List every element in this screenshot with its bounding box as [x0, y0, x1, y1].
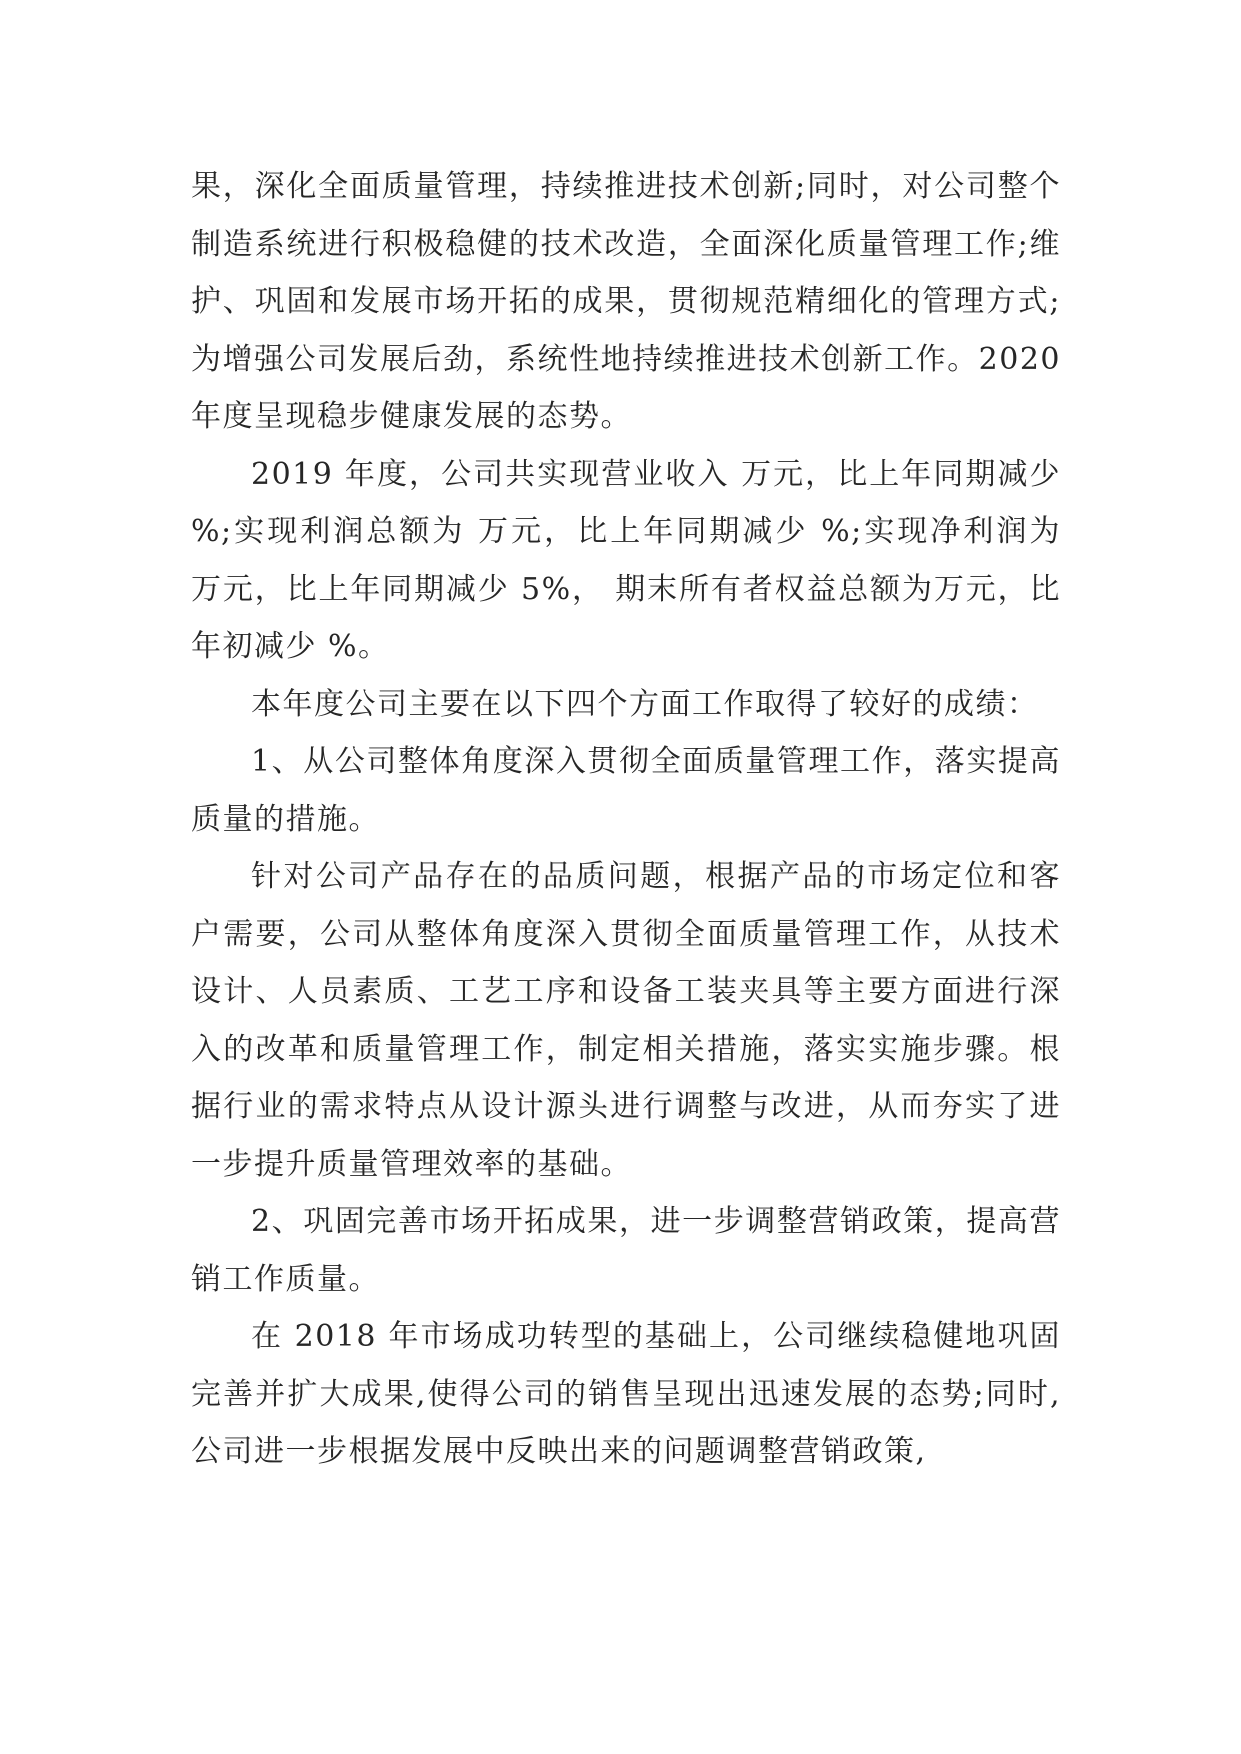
paragraph-market-transformation: 在 2018 年市场成功转型的基础上，公司继续稳健地巩固完善并扩大成果,使得公司的销售呈现出迅速发展的态势;同时,公司进一步根据发展中反映出来的问题调整营销政策,: [191, 1319, 1061, 1469]
paragraph-2019-financial-results: 2019 年度，公司共实现营业收入 万元，比上年同期减少 %;实现利润总额为 万元，比上年同期减少 %;实现净利润为 万元，比上年同期减少 5%， 期末所有者权益总额为万元，比年初减少 %。: [191, 456, 1061, 664]
heading-item-2-marketing: 2、巩固完善市场开拓成果，进一步调整营销政策，提高营销工作质量。: [191, 1204, 1061, 1297]
document-body: [191, 158, 1061, 1481]
paragraph-quality-measures: 针对公司产品存在的品质问题，根据产品的市场定位和客户需要，公司从整体角度深入贯彻全面质量管理工作，从技术设计、人员素质、工艺工序和设备工装夹具等主要方面进行深入的改革和质量管理工作，制定相关措施，落实实施步骤。根据行业的需求特点从设计源头进行调整与改进，从而夯实了进一步提升质量管理效率的基础。: [191, 859, 1061, 1182]
paragraph-continued-quality-management: 果，深化全面质量管理，持续推进技术创新;同时，对公司整个制造系统进行积极稳健的技术改造，全面深化质量管理工作;维护、巩固和发展市场开拓的成果，贯彻规范精细化的管理方式;为增强公司发展后劲，系统性地持续推进技术创新工作。2020 年度呈现稳步健康发展的态势。: [191, 169, 1061, 434]
paragraph-achievements-intro: 本年度公司主要在以下四个方面工作取得了较好的成绩：: [251, 686, 1039, 722]
heading-item-1-quality-management: 1、从公司整体角度深入贯彻全面质量管理工作，落实提高质量的措施。: [191, 744, 1061, 837]
